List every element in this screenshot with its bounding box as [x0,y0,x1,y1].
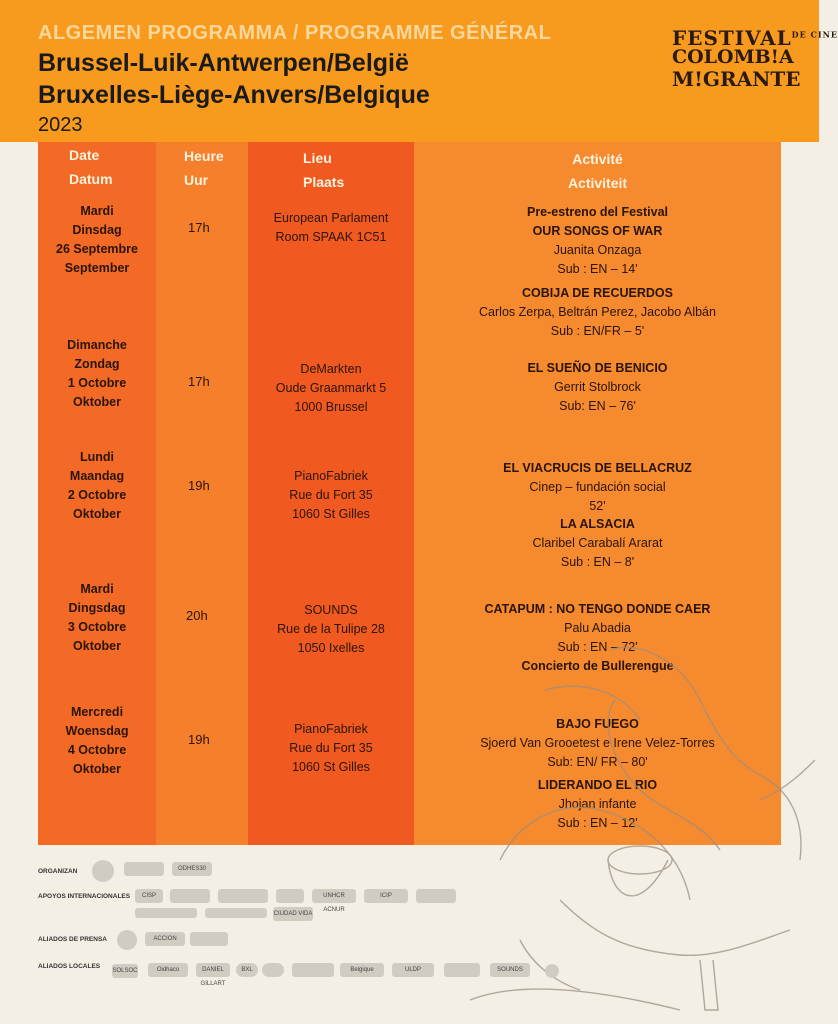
row1-date: Mardi Dinsdag 26 Septembre September [56,204,138,275]
row2-date: Dimanche Zondag 1 Octobre Oktober [67,338,127,409]
support-logo-5 [416,889,456,903]
support-logo-2 [170,889,210,903]
support-logo-cisp: CISP [135,889,163,903]
year: 2023 [38,114,83,136]
row5-place: PianoFabriek Rue du Fort 35 1060 St Gilles [289,722,373,774]
label-locales: ALIADOS LOCALES [38,963,101,970]
row4-time: 20h [186,608,208,623]
row1-activity-1: Pre-estreno del Festival OUR SONGS OF WAR Juanita Onzaga Sub : EN – 14' [526,205,669,276]
header-date: Date Datum [69,147,113,187]
row3-place: PianoFabriek Rue du Fort 35 1060 St Gilles [289,469,373,521]
row5-activity-2: LIDERANDO EL RIO Jhojan infante Sub : EN – 12' [537,778,658,830]
local-logo-uldp: ULDP [392,963,434,977]
row3-activity-1: EL VIACRUCIS DE BELLACRUZ Cinep – fundación social 52' [503,461,692,513]
local-logo-gillart: DANIEL GILLART [196,963,230,977]
label-prensa: ALIADOS DE PRENSA [38,936,107,943]
label-organizan: ORGANIZAN [38,868,78,875]
row2-activity: EL SUEÑO DE BENICIO Gerrit Stolbrock Sub: EN – 76' [527,361,668,413]
local-logo-solsoc: SOLSOC [112,964,138,978]
organizer-logo-odhes: ODHES30 [172,862,212,876]
festival-logo [672,26,838,122]
row4-place: SOUNDS Rue de la Tulipe 28 1050 Ixelles [277,603,385,655]
row3-activity-2: LA ALSACIA Claribel Carabalí Ararat Sub : EN – 8' [532,517,663,569]
press-logo-accion: ACCION [145,932,185,946]
local-logo-5 [262,963,284,977]
local-logo-bxl: BXL [236,963,258,977]
support-logo-vida: CIUDAD VIDA [273,907,313,921]
header-activity: Activité Activiteit [567,151,628,191]
local-logo-oidhaco: Oidhaco [148,963,188,977]
logo-migrante: M!GRANTE [672,67,801,91]
support-logo-6 [135,908,197,918]
local-logo-sounds: SOUNDS [490,963,530,977]
row1-place: European Parlament Room SPAAK 1C51 [273,211,389,244]
local-logo-globe [545,964,559,978]
support-logo-unhcr: UNHCR ACNUR [312,889,356,903]
organizer-logo-1 [92,860,114,882]
organizer-logo-2 [124,862,164,876]
press-logo-3 [190,932,228,946]
logo-de-cine: DE CINE [791,29,838,40]
support-logo-3 [218,889,268,903]
logo-colombia: COLOMB!A [672,46,794,68]
support-logo-icip: ICIP [364,889,408,903]
header-banner [0,0,838,142]
row4-activity: CATAPUM : NO TENGO DONDE CAER Palu Abadia Sub : EN – 72' Concierto de Bullerengue [484,602,711,673]
row2-time: 17h [188,374,210,389]
program-table [38,142,781,845]
sponsors-section [0,845,819,1024]
cities-dutch: Brussel-Luik-Antwerpen/België [38,49,409,77]
support-logo-4 [276,889,304,903]
logo-festival: FESTIVAL [672,26,792,50]
header-place: Lieu Plaats [303,150,345,190]
row1-activity-2: COBIJA DE RECUERDOS Carlos Zerpa, Beltrán Perez, Jacobo Albán Sub : EN/FR – 5' [479,286,716,338]
press-logo-1 [117,930,137,950]
local-logo-9 [444,963,480,977]
cities-french: Bruxelles-Liège-Anvers/Belgique [38,81,430,109]
row4-date: Mardi Dingsdag 3 Octobre Oktober [67,582,127,653]
row5-activity-1: BAJO FUEGO Sjoerd Van Grooetest e Irene Velez-Torres Sub: EN/ FR – 80' [480,717,715,769]
row5-date: Mercredi Woensdag 4 Octobre Oktober [65,705,129,776]
row3-date: Lundi Maandag 2 Octobre Oktober [67,450,127,521]
row2-place: DeMarkten Oude Graanmarkt 5 1000 Brussel [275,362,387,414]
support-logo-7 [205,908,267,918]
program-subtitle: ALGEMEN PROGRAMMA / PROGRAMME GÉNÉRAL [38,22,552,44]
row3-time: 19h [188,478,210,493]
local-logo-belgique: Belgique [340,963,384,977]
header-time: Heure Uur [184,148,224,188]
local-logo-6 [292,963,334,977]
row1-time: 17h [188,220,210,235]
row5-time: 19h [188,732,210,747]
label-apoyos: APOYOS INTERNACIONALES [38,893,131,900]
